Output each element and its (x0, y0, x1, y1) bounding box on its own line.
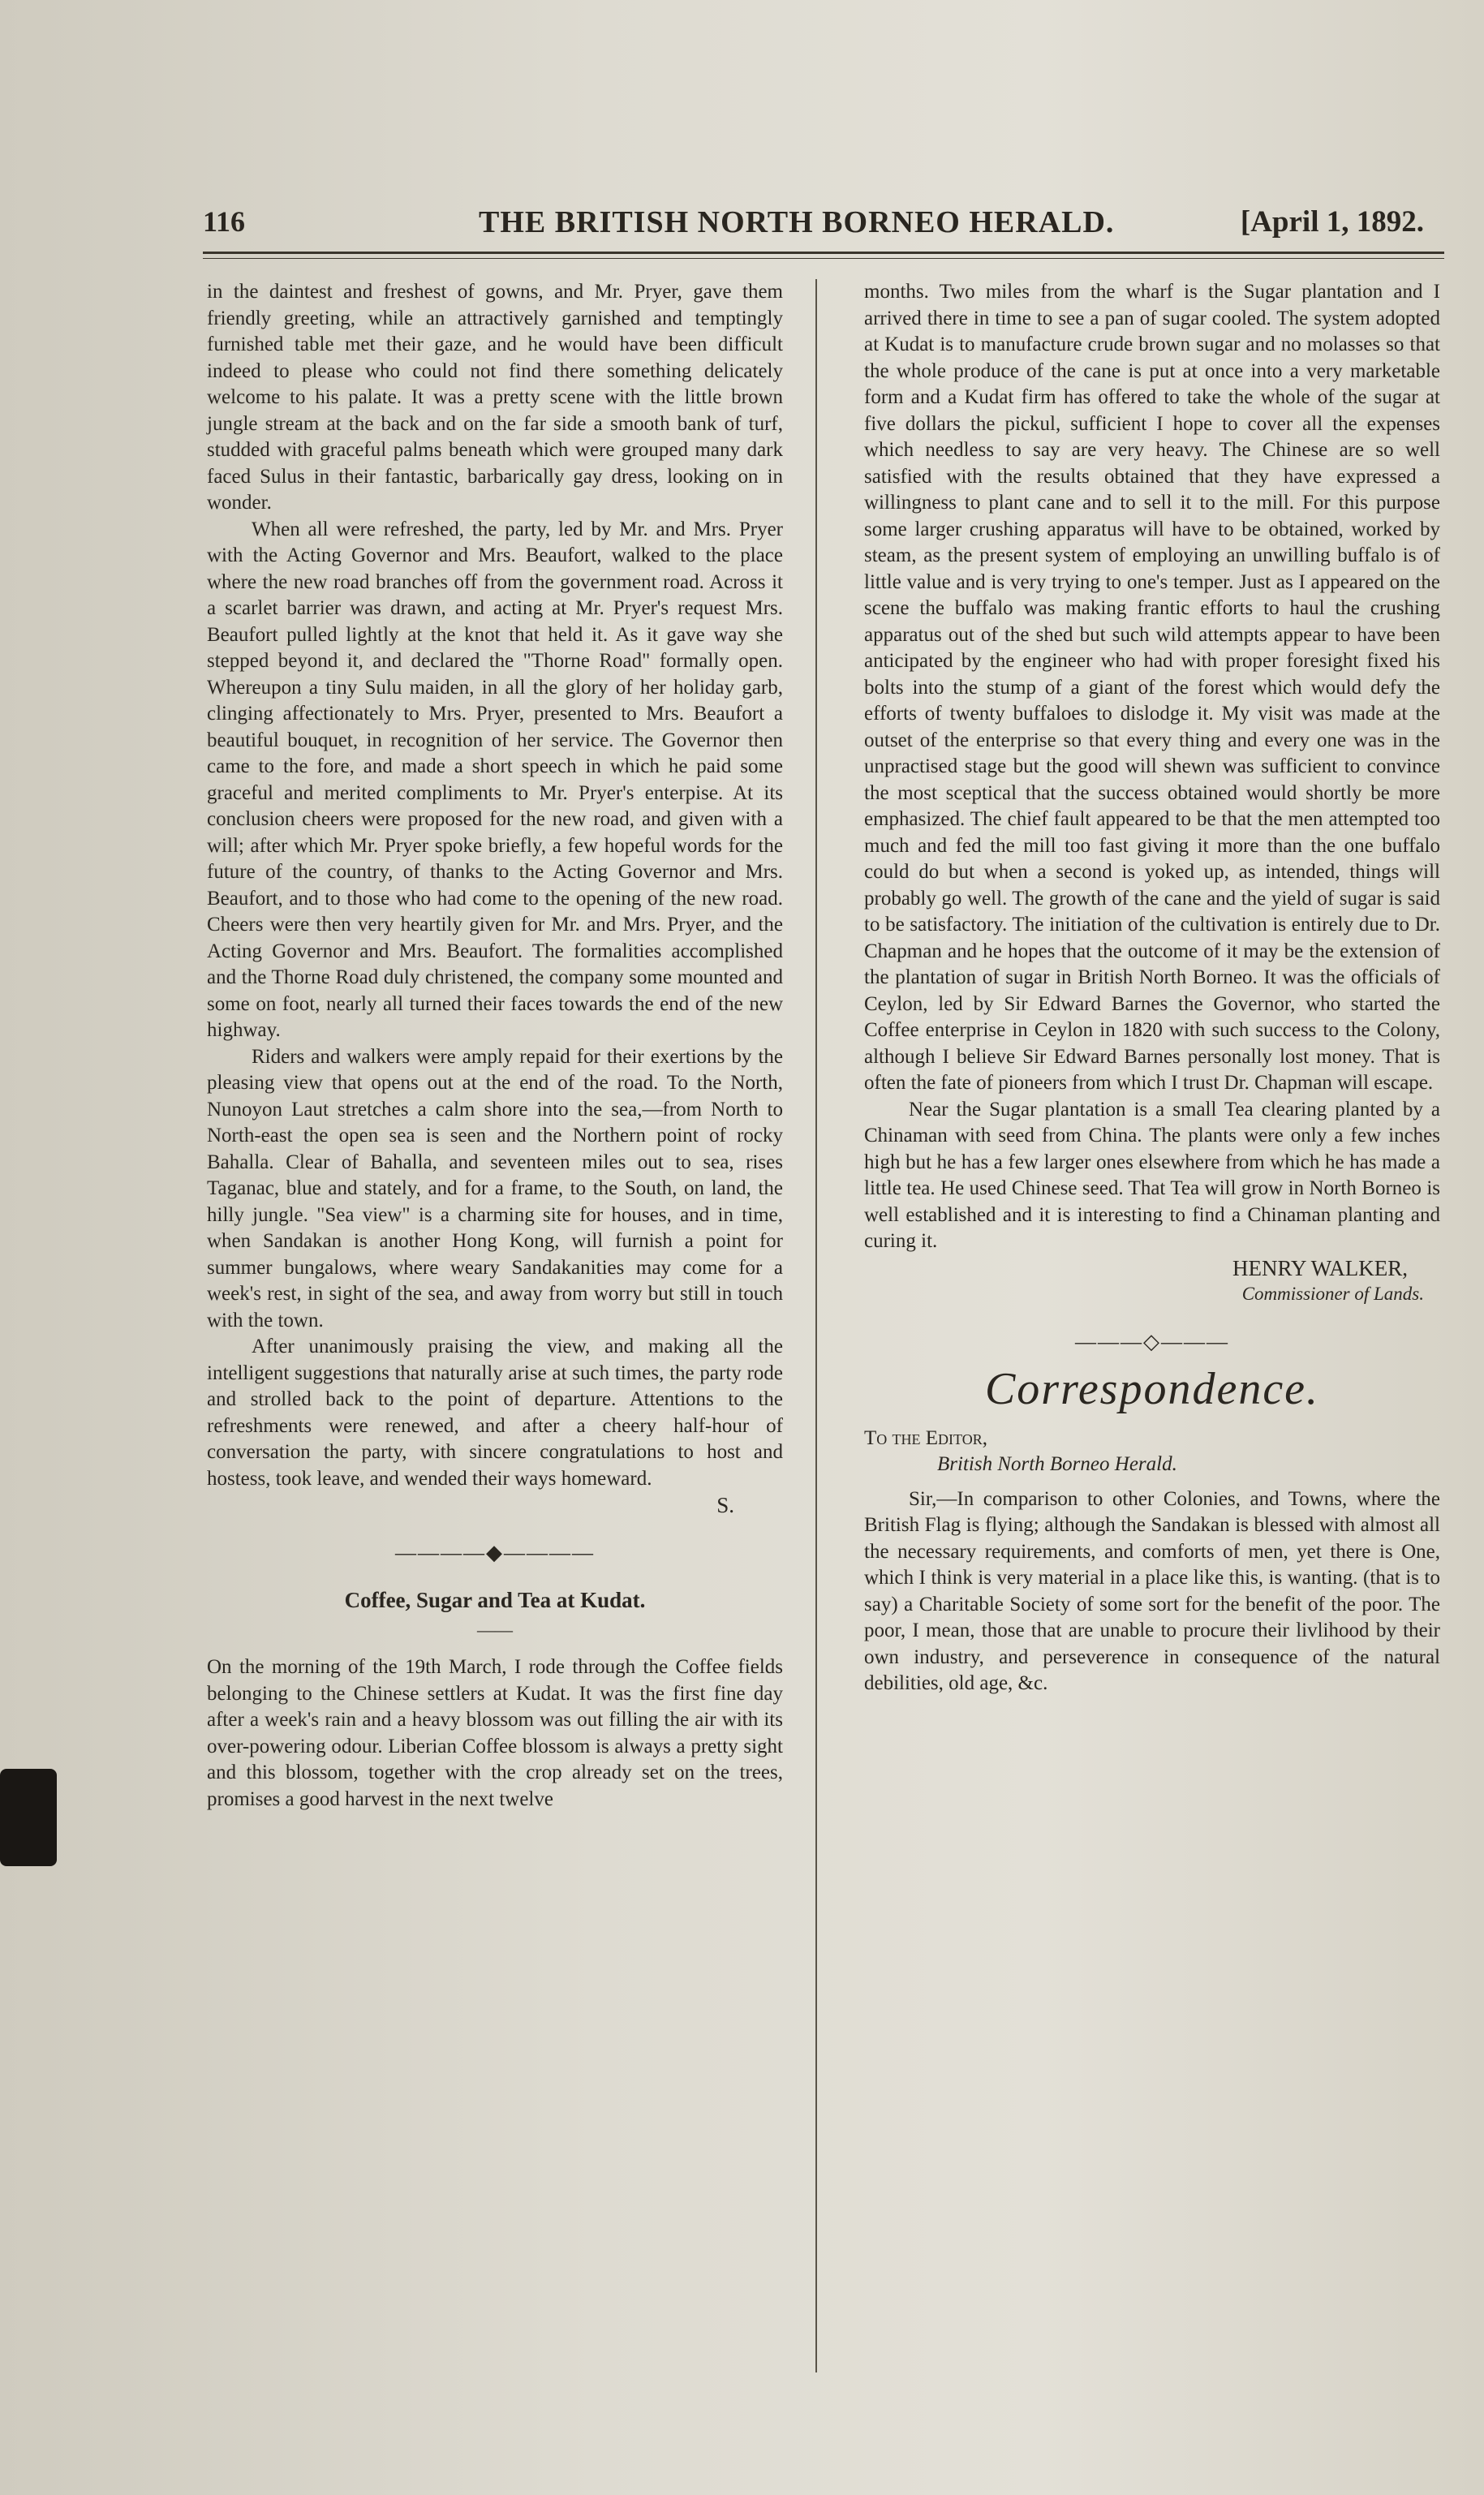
letter-paragraph: Sir,—In comparison to other Colonies, and Towns, where the British Flag is flying; although the Sandakan is blessed with almost all the necessary requirements, and comforts of men, yet there is One, which I think is very material in a place like this, is wanting. (that is to say) a Charitable Society of some sort for the benefit of the poor. The poor, I mean, those that are unable to procure their livlihood by their own industry, and perseverence in consequence of the natural debilities, old age, &c. (864, 1487, 1440, 1694)
column-divider (815, 279, 817, 2372)
article-paragraph: months. Two miles from the wharf is the Sugar plantation and I arrived there in time to see a pan of sugar cooled. The system adopted at Kudat is to manufacture crude brown sugar and no molasses so that the whole produce of the cane is put at once into a very marketable form and a Kudat firm has offered to take the whole of the sugar at five dollars the pickul, sufficient I hope to cover all the expenses which needless to say are very heavy. The Chinese are so well satisfied with the results obtained that they have expressed a willingness to plant cane and to sell it to the mill. For this purpose some larger crushing apparatus will have to be obtained, worked by steam, as the present system of employing an unwilling buffalo is of little value and is very trying to one's temper. Just as I appeared on the scene the buffalo was making frantic efforts to haul the crushing apparatus out of the shed but such wild attempts appear to have been anticipated by the engineer who had with proper foresight fixed his bolts into the stump of a giant of the forest which would defy the efforts of twenty buffaloes to dislodge it. My visit was made at the outset of the enterprise so that every thing and every one was in the unpractised stage but the good will shewn was sufficient to convince the most sceptical that the success obtained would shortly be more emphasized. The chief fault appeared to be that the men attempted too much and fed the mill too fast giving it more than the one buffalo could do but when a second is yoked up, as intended, things will probably go well. The growth of the cane and the yield of sugar is said to be satisfactory. The initiation of the cultivation is entirely due to Dr. Chapman and he hopes that the outcome of it may be the extension of the plantation of sugar in British North Borneo. It was the officials of Ceylon, led by Sir Edward Barnes the Governor, who started the Coffee enterprise in Ceylon in 1820 with such success to the Colony, although I believe Sir Edward Barnes personally lost money. That is often the fate of pioneers from which I trust Dr. Chapman will escape. (864, 281, 1440, 1094)
headline-dash: —— (477, 1619, 513, 1640)
article-paragraph: in the daintest and freshest of gowns, and Mr. Pryer, gave them friendly greeting, while an attractively garnished and temptingly furnished table met their gaze, and he would have been difficult indeed to please who could not find there something delicately welcome to his palate. It was a pretty scene with the little brown jungle stream at the back and on the far side a smooth bank of turf, studded with graceful palms beneath which were grouped many dark faced Sulus in their fantastic, barbarically gay dress, looking on in wonder. (207, 281, 783, 514)
masthead: THE BRITISH NORTH BORNEO HERALD. (479, 205, 1115, 239)
issue-date: [April 1, 1892. (1240, 205, 1424, 239)
author-title: Commissioner of Lands. (1241, 1284, 1424, 1304)
section-heading: Correspondence. (984, 1364, 1320, 1414)
article-paragraph: On the morning of the 19th March, I rode through the Coffee fields belonging to the Chinese settlers at Kudat. It was the first fine day after a week's rain and a heavy blossom was out filling the air with its over-powering odour. Liberian Coffee blossom is always a pretty sight and this blossom, together with the crop already set on the trees, promises a good harvest in the next twelve (207, 1656, 783, 1810)
page-number: 116 (203, 205, 246, 238)
scan-artifact (0, 1769, 57, 1866)
section-ornament: ———◇——— (1075, 1329, 1229, 1353)
right-column (864, 279, 1440, 1697)
header-rule-thin (203, 258, 1444, 259)
author-name: HENRY WALKER, (1232, 1255, 1408, 1280)
article-paragraph: Near the Sugar plantation is a small Tea clearing planted by a Chinaman with seed from China. The plants were only a few inches high but he has a few larger ones elsewhere from which he has made a little tea. He used Chinese seed. That Tea will grow in North Borneo is well established and it is interesting to find a Chinaman planting and curing it. (864, 1098, 1440, 1252)
article-paragraph: After unanimously praising the view, and making all the intelligent suggestions that naturally arise at such times, the party rode and strolled back to the point of departure. Attentions to the refreshments were renewed, and after a cheery half-hour of conversation the party, with sincere congratulations to host and hostess, took leave, and wended their ways homeward. (207, 1336, 783, 1490)
article-headline: Coffee, Sugar and Tea at Kudat. (344, 1588, 646, 1612)
section-ornament: ————◆———— (395, 1540, 595, 1564)
article-signoff: S. (716, 1493, 734, 1517)
header-rule (203, 252, 1444, 254)
article-paragraph: Riders and walkers were amply repaid for their exertions by the pleasing view that opens out at the end of the road. To the North, Nunoyon Laut stretches a calm shore into the sea,—from North to North-east the open sea is seen and the Northern point of rocky Bahalla. Clear of Bahalla, and seventeen miles out to sea, rises Taganac, blue and stately, and for a frame, to the South, on land, the hilly jungle. "Sea view" is a charming site for houses, and in time, when Sandakan is another Hong Kong, will furnish a point for summer bungalows, where weary Sandakanities may come for a week's rest, in sight of the sea, and away from worry but still in touch with the town. (207, 1045, 783, 1331)
article-paragraph: When all were refreshed, the party, led by Mr. and Mrs. Pryer with the Acting Governor and Mrs. Beaufort, walked to the place where the new road branches off from the government road. Across it a scarlet barrier was drawn, and acting at Mr. Pryer's request Mrs. Beaufort pulled lightly at the knot that held it. As it gave way she stepped beyond it, and declared the "Thorne Road" formally open. Whereupon a tiny Sulu maiden, in all the glory of her holiday garb, clinging affectionately to Mrs. Pryer, presented to Mrs. Beaufort a beautiful bouquet, in recognition of her service. The Governor then came to the fore, and made a short speech in which he paid some graceful and merited compliments to Mr. Pryer's enterpise. At its conclusion cheers were proposed for the new road, and given with a will; after which Mr. Pryer spoke briefly, a few hopeful words for the future of the country, of thanks to the Acting Governor and Mrs. Beaufort, and to those who had come to the opening of the new road. Cheers were then very heartily given for Mr. and Mrs. Pryer, and the Acting Governor and Mrs. Beaufort. The formalities accomplished and the Thorne Road duly christened, the company some mounted and some on foot, nearly all turned their faces towards the end of the new highway. (207, 518, 783, 1041)
left-column (207, 279, 783, 1813)
letter-recipient: British North Borneo Herald. (937, 1453, 1177, 1475)
letter-salutation: To the Editor, (864, 1426, 987, 1449)
page-header (203, 200, 1424, 248)
